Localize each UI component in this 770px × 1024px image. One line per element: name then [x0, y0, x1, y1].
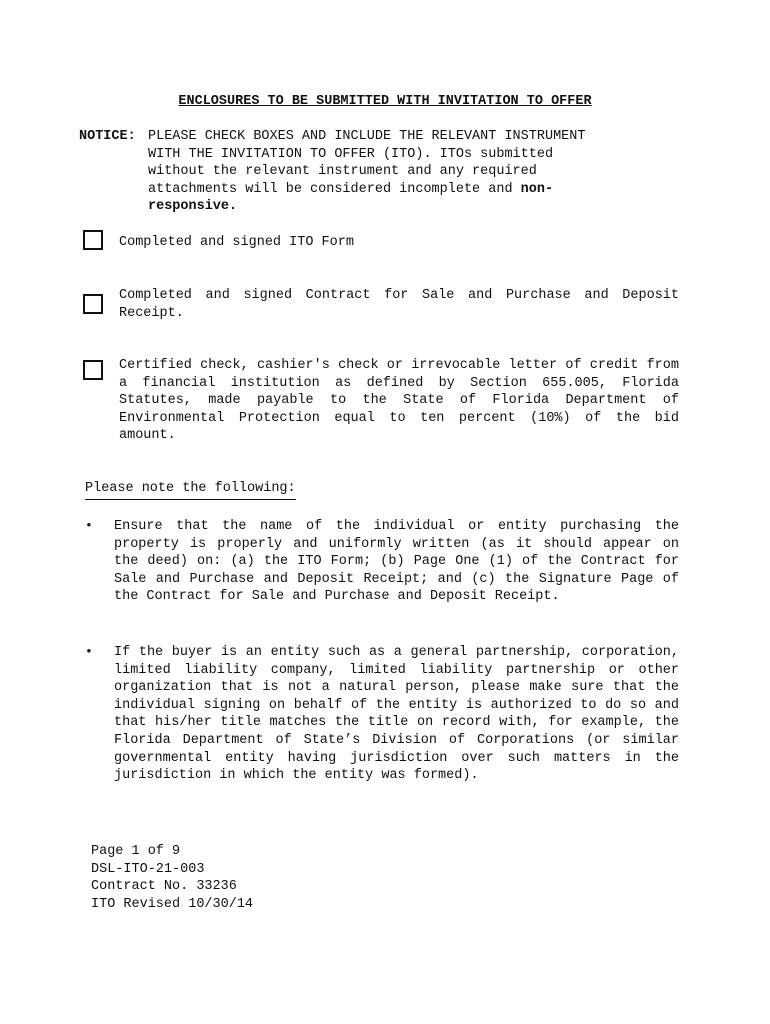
notice-label: NOTICE: [79, 129, 136, 144]
notes-heading-colon: : [287, 481, 296, 496]
notice-text-end: . [229, 199, 238, 214]
checkbox-contract[interactable] [83, 294, 103, 314]
checkbox-ito-form[interactable] [83, 230, 103, 250]
document-footer [91, 843, 253, 913]
notice-text [148, 128, 708, 216]
bullet-item-name-consistency: Ensure that the name of the individual or entity purchasing the property is properly and uniformly written (as it should appear on the deed) on: (a) the ITO Form; (b) Page One (1) of the Contract for Sale and Purchase and Deposit Receipt; and (c) the Signature Page of the Contract for Sale and Purchase and Deposit Receipt. [114, 519, 679, 605]
footer-doc-id: DSL-ITO-21-003 [91, 861, 205, 877]
notes-heading [85, 480, 296, 500]
checklist-item-certified-check: Certified check, cashier's check or irrevocable letter of credit from a financial institution as defined by Section 655.005, Florida Statutes, made payable to the State of Florida Department of Environmental Protection equal to ten percent (10%) of the bid amount. [119, 358, 679, 444]
footer-revision-date: ITO Revised 10/30/14 [91, 896, 254, 912]
bullet-item-entity-authorization: If the buyer is an entity such as a general partnership, corporation, limited liability company, limited liability partnership or other organization that is not a natural person, please make sure that the individual signing on behalf of the entity is authorized to do so and that his/her title matches the title on record with, for example, the Florida Department of State’s Division of Corporations (or similar governmental entity having jurisdiction over such matters in the jurisdiction in which the entity was formed). [114, 645, 679, 784]
notes-heading-text: Please note the following [85, 481, 288, 496]
bullet-icon: • [85, 644, 93, 659]
bullet-icon: • [85, 518, 93, 533]
notice-text-main: PLEASE CHECK BOXES AND INCLUDE THE RELEVANT INSTRUMENT WITH THE INVITATION TO OFFER (ITO). ITOs submitted without the relevant instrument and any required attachments will be considered incomplete and [148, 129, 586, 197]
footer-contract-number: Contract No. 33236 [91, 879, 237, 895]
footer-page-number: Page 1 of 9 [91, 844, 181, 859]
checklist-item-contract: Completed and signed Contract for Sale and Purchase and Deposit Receipt. [119, 288, 679, 321]
notice-text-bold: non- responsive [148, 181, 554, 214]
checklist-item-ito-form: Completed and signed ITO Form [119, 235, 354, 250]
checkbox-certified-check[interactable] [83, 360, 103, 380]
document-title: ENCLOSURES TO BE SUBMITTED WITH INVITATION TO OFFER [178, 94, 592, 109]
